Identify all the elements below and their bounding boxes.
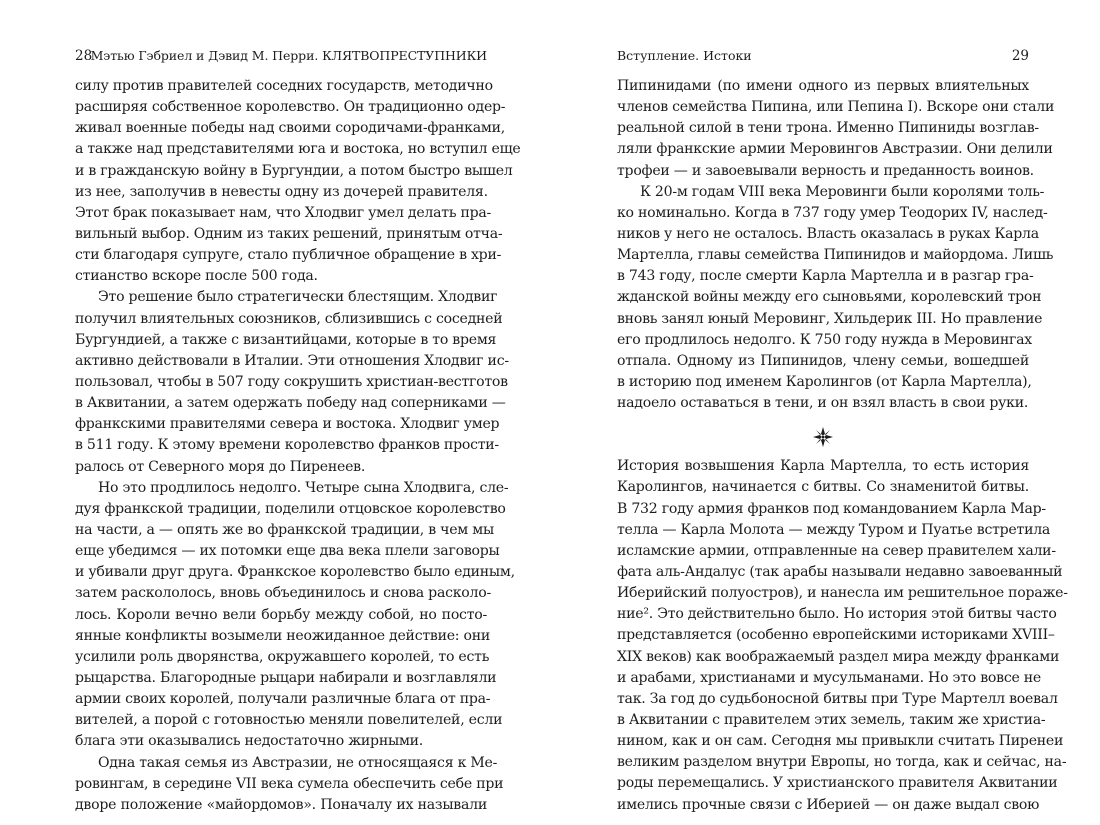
text-line: имелись прочные связи с Иберией — он даже выдал свою — [617, 796, 1040, 813]
left-running-head — [75, 46, 487, 66]
text-line: XIX веков) как воображаемый раздел мира между франками — [617, 648, 1060, 665]
running-head-title: Мэтью Гэбриел и Дэвид М. Перри. КЛЯТВОПРЕСТУПНИКИ — [90, 48, 487, 63]
text-line: а также над представителями юга и востока, но вступил еще — [75, 141, 521, 158]
cross-ornament-icon — [617, 414, 1029, 456]
text-line: лось. Короли вечно вели борьбу между собой, но посто- — [75, 606, 487, 623]
text-line: трофеи — и завоевывали верность и преданность воинов. — [617, 162, 1034, 179]
left-page-text — [75, 76, 521, 816]
text-line: рыцарства. Благородные рыцари набирали и возглавляли — [75, 669, 497, 686]
text-line: вителей, а порой с готовностью меняли повелителей, если — [75, 712, 503, 729]
text-line: великим разделом внутри Европы, но тогда, как и сейчас, на- — [617, 754, 1067, 771]
text-line: Мартелла, главы семейства Пипинидов и майордома. Лишь — [617, 247, 1054, 264]
text-line: надоело оставаться в тени, и он взял власть в свои руки. — [617, 395, 1029, 412]
text-line: из нее, заполучив в невесты одну из дочерей правителя. — [75, 183, 488, 200]
text-line: фата аль-Андалус (так арабы называли недавно завоеванный — [617, 563, 1063, 580]
text-line: ко номинально. Когда в 737 году умер Теодорих IV, наслед- — [617, 204, 1048, 221]
text-line: роды перемещались. У христианского правителя Аквитании — [617, 775, 1058, 792]
text-line: франкскими правителями севера и востока. Хлодвиг умер — [75, 416, 500, 433]
text-line: затем раскололось, вновь объединилось и снова расколо- — [75, 585, 491, 602]
text-line: и в гражданскую войну в Бургундии, а потом быстро вышел — [75, 162, 513, 179]
text-line: в Аквитании с правителем этих земель, таким же христиа- — [617, 711, 1046, 728]
text-line: дуя франкской традиции, поделили отцовское королевство — [75, 500, 506, 517]
text-line: вновь занял юный Меровинг, Хильдерик III. Но правление — [617, 310, 1043, 327]
page-number: 28 — [75, 48, 93, 64]
right-running-head — [617, 46, 1029, 66]
text-line: ралось от Северного моря до Пиренеев. — [75, 458, 366, 475]
text-line: вильный выбор. Одним из таких решений, принятым отча- — [75, 225, 503, 242]
text-line: История возвышения Карла Мартелла, то есть история — [617, 458, 1029, 475]
right-page-text — [617, 76, 1068, 816]
text-line: на части, а — опять же во франкской традиции, в чем мы — [75, 521, 494, 538]
text-line: Одна такая семья из Австразии, не относящаяся к Ме- — [98, 754, 498, 771]
text-line: в 743 году, после смерти Карла Мартелла и в разгар гра- — [617, 268, 1034, 285]
left-page — [75, 0, 521, 825]
text-line: ляли франкские армии Меровингов Австразии. Они делили — [617, 141, 1053, 158]
running-head-title: Вступление. Истоки — [617, 48, 752, 63]
text-line: в Аквитании, а затем одержать победу над соперниками — — [75, 395, 506, 412]
text-line: В 732 году армия франков под командованием Карла Мар- — [617, 500, 1046, 517]
text-line: пользовал, чтобы в 507 году сокрушить христиан-вестготов — [75, 373, 508, 390]
text-line: получил влиятельных союзников, сблизившись с соседней — [75, 310, 503, 327]
text-line: исламские армии, отправленные на север правителем хали- — [617, 542, 1056, 559]
text-line: Иберийский полуостров), и нанесла им решительное пораже- — [617, 585, 1068, 602]
text-line: в 511 году. К этому времени королевство франков прости- — [75, 437, 499, 454]
text-line: янные конфликты возымели неожиданное действие: они — [75, 627, 491, 644]
right-page — [617, 0, 1068, 825]
text-line: так. За год до судьбоносной битвы при Туре Мартелл воевал — [617, 690, 1058, 707]
text-line: сти благодаря супруге, стало публичное обращение в хри- — [75, 247, 502, 264]
text-line: армии своих королей, получали различные блага от пра- — [75, 691, 491, 708]
text-line: представляется (особенно европейскими историками XVIII– — [617, 627, 1055, 644]
text-line: блага эти оказывались недостаточно жирными. — [75, 733, 424, 750]
text-line: усилили роль дворянства, окружавшего королей, то есть — [75, 648, 490, 665]
text-line: Каролингов, начинается с битвы. Со знаменитой битвы. — [617, 479, 1029, 496]
text-line: ние². Это действительно было. Но история этой битвы часто — [617, 606, 1057, 623]
text-line: Пипинидами (по имени одного из первых влиятельных — [617, 78, 1029, 94]
text-line: К 20-м годам VIII века Меровинги были королями толь- — [640, 183, 1045, 200]
text-line: активно действовали в Италии. Эти отношения Хлодвиг ис- — [75, 352, 509, 369]
text-line: членов семейства Пипина, или Пепина I). Вскоре они стали — [617, 99, 1055, 116]
text-line: живал военные победы над своими сородичами-франками, — [75, 120, 505, 137]
page-number: 29 — [1011, 48, 1029, 64]
text-line: и убивали друг друга. Франкское королевство было единым, — [75, 564, 515, 581]
text-line: его продлилось недолго. К 750 году нужда в Меровингах — [617, 331, 1032, 348]
text-line: Бургундией, а также с византийцами, которые в то время — [75, 331, 497, 348]
text-line: реальной силой в тени трона. Именно Пипиниды возглав- — [617, 120, 1039, 137]
text-line: в историю под именем Каролингов (от Карла Мартелла), — [617, 373, 1032, 390]
text-line: нином, как и он сам. Сегодня мы привыкли считать Пиренеи — [617, 733, 1064, 750]
text-line: и арабами, христианами и мусульманами. Но это вовсе не — [617, 669, 1042, 686]
text-line: ровингам, в середине VII века сумела обеспечить себе при — [75, 775, 504, 792]
text-line: телла — Карла Молота — между Туром и Пуатье встретила — [617, 521, 1051, 538]
text-line: стианство вскоре после 500 года. — [75, 268, 318, 285]
text-line: расширяя собственное королевство. Он традиционно одер- — [75, 99, 506, 116]
text-line: отпала. Одному из Пипинидов, члену семьи, вошедшей — [617, 352, 1029, 369]
text-line: Этот брак показывает нам, что Хлодвиг умел делать пра- — [75, 204, 492, 221]
text-line: жданской войны между его сыновьями, королевский трон — [617, 289, 1042, 306]
text-line: дворе положение «майордомов». Поначалу их называли — [75, 796, 487, 813]
text-line: ников у него не осталось. Власть оказалась в руках Карла — [617, 225, 1039, 242]
text-line: Это решение было стратегически блестящим. Хлодвиг — [98, 289, 498, 306]
text-line: еще убедимся — их потомки еще два века плели заговоры — [75, 543, 500, 560]
text-line: Но это продлилось недолго. Четыре сына Хлодвига, сле- — [98, 479, 509, 496]
text-line: силу против правителей соседних государств, методично — [75, 78, 493, 94]
